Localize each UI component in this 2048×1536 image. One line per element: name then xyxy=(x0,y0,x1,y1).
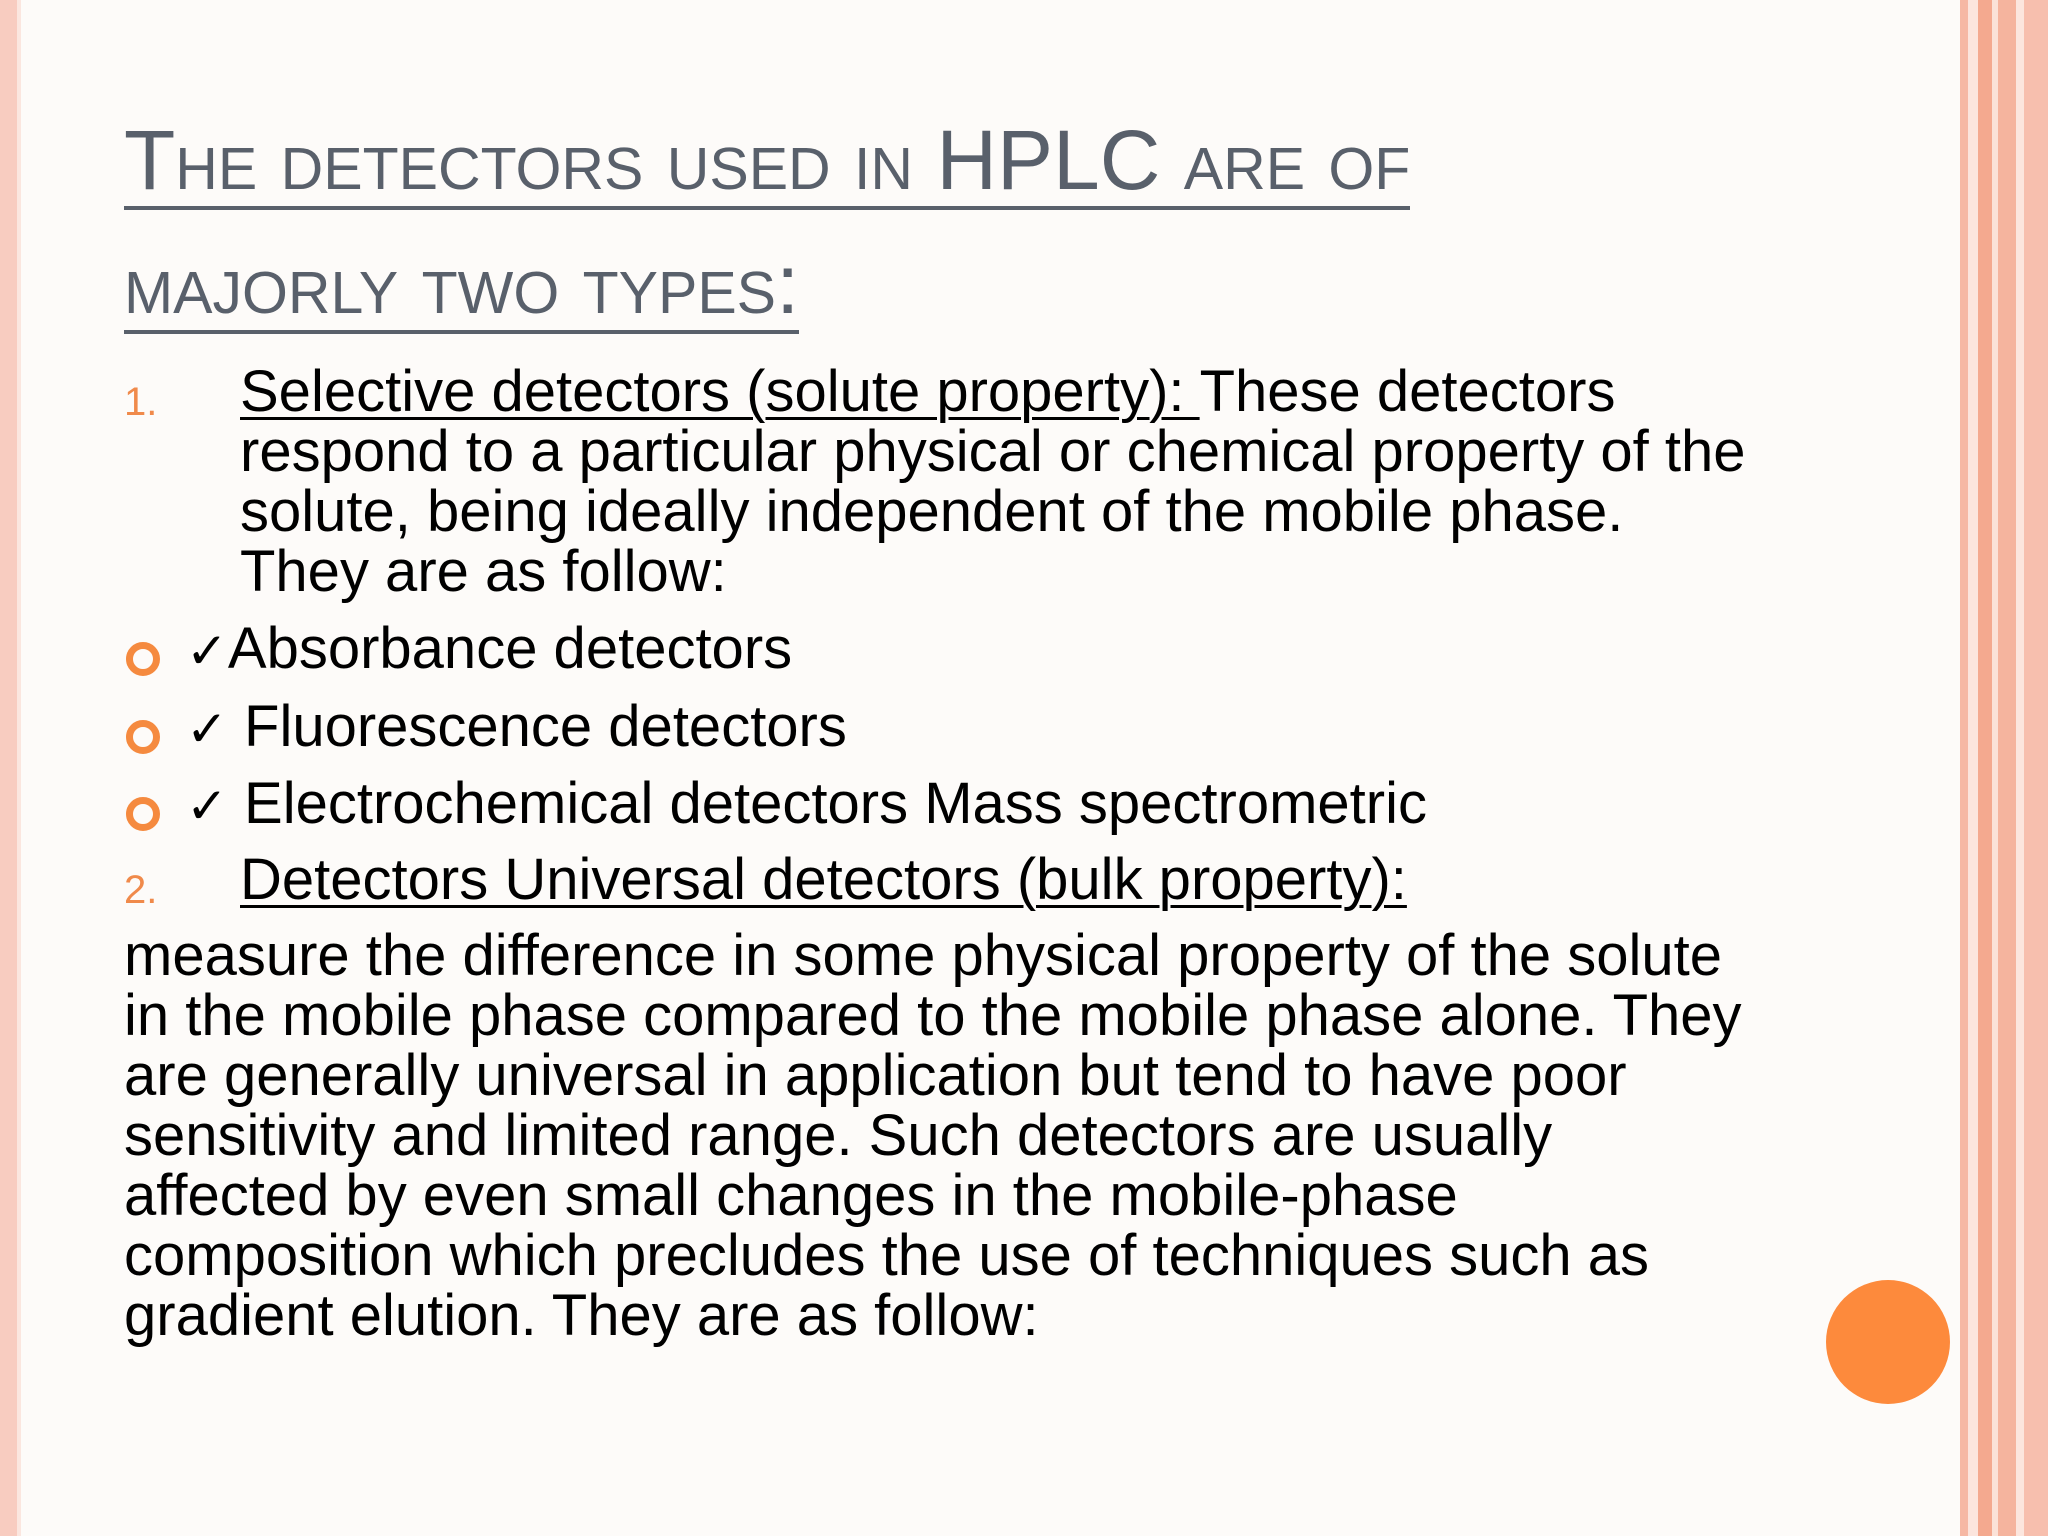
slide-title xyxy=(124,104,1604,352)
right-stripe-decoration xyxy=(2016,0,2024,1536)
left-border-decoration xyxy=(0,0,17,1536)
item-number-1: 1. xyxy=(124,380,158,424)
checkmark-icon: ✓ xyxy=(186,700,228,758)
list-item-electrochemical xyxy=(186,769,1427,841)
universal-description-paragraph: measure the difference in some physical property of the solute in the mobile phase compared to the mobile phase alone. They are generally universal in application but tend to have poor sensitivity and limited range. Such detectors are usually affected by even small changes in the mobile-phase composition which precludes the use of techniques such as gradient elution. They are as follow: xyxy=(124,923,1742,1348)
item-2-heading: Detectors Universal detectors (bulk property): xyxy=(240,847,1407,912)
bullet-icon xyxy=(126,720,160,754)
list-item-label: Electrochemical detectors Mass spectrometric xyxy=(227,771,1427,836)
right-stripe-decoration xyxy=(1978,0,1992,1536)
left-border-inner-decoration xyxy=(17,0,21,1536)
list-item-label: Absorbance detectors xyxy=(227,616,793,681)
list-item-absorbance xyxy=(186,614,792,686)
bullet-icon xyxy=(126,797,160,831)
right-stripe-decoration xyxy=(2024,0,2048,1536)
checkmark-icon: ✓ xyxy=(186,777,228,835)
list-item-label: Fluorescence detectors xyxy=(227,694,847,759)
list-item-fluorescence xyxy=(186,692,847,764)
checkmark-icon: ✓ xyxy=(186,622,228,680)
item-1-text xyxy=(240,359,1760,604)
title-line-2: majorly two types: xyxy=(124,238,799,334)
item-number-2: 2. xyxy=(124,868,158,912)
title-line-1: The detectors used in HPLC are of xyxy=(124,114,1410,210)
bullet-icon xyxy=(126,642,160,676)
item-2-text xyxy=(240,847,1760,912)
item-1-heading: Selective detectors (solute property): xyxy=(240,359,1200,424)
right-stripe-decoration xyxy=(1968,0,1978,1536)
right-stripe-decoration xyxy=(1960,0,1968,1536)
orange-circle-decoration xyxy=(1826,1280,1950,1404)
right-stripe-decoration xyxy=(1998,0,2016,1536)
item-1-body: These detectors respond to a particular physical or chemical property of the solute, being ideally independent of the mobile phase. They are as follow: xyxy=(240,359,1746,604)
